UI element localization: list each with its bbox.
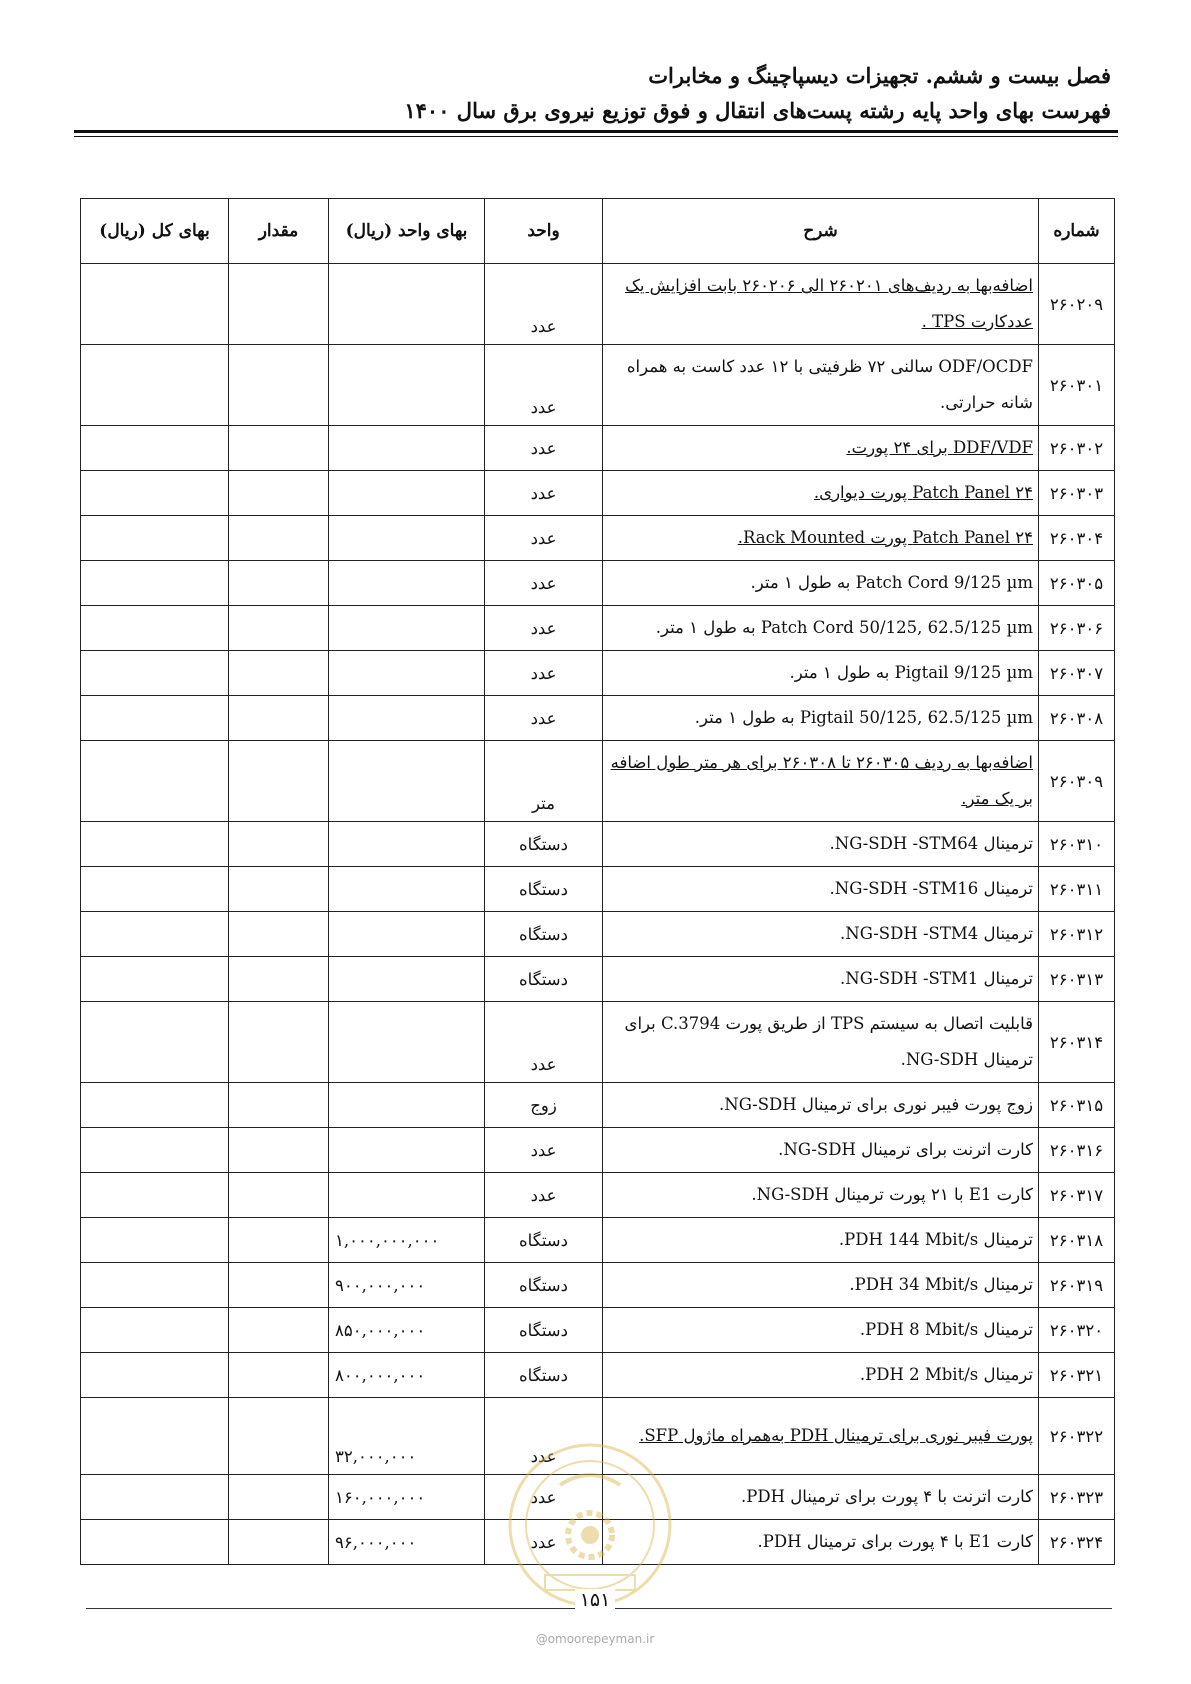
table-row [81,867,1115,912]
col-header-unit: واحد [485,199,603,264]
row-unit-price [329,471,485,516]
row-unit-price [329,867,485,912]
row-unit-price [329,696,485,741]
row-quantity [229,1263,329,1308]
row-description: کارت اترنت برای ترمینال NG-SDH. [603,1128,1039,1173]
table-row [81,1353,1115,1398]
col-header-description: شرح [603,199,1039,264]
row-unit-price: ۱,۰۰۰,۰۰۰,۰۰۰ [329,1218,485,1263]
row-total-price [81,561,229,606]
row-quantity [229,1398,329,1475]
row-total-price [81,822,229,867]
table-row [81,471,1115,516]
row-unit: دستگاه [485,912,603,957]
row-code: ۲۶۰۳۱۲ [1039,912,1115,957]
row-code: ۲۶۰۳۲۱ [1039,1353,1115,1398]
col-header-code: شماره [1039,199,1115,264]
table-row [81,651,1115,696]
row-total-price [81,957,229,1002]
row-unit: عدد [485,471,603,516]
website-watermark: @omoorepeyman.ir [535,1632,655,1646]
row-quantity [229,1475,329,1520]
row-quantity [229,1520,329,1565]
row-unit-price: ۸۵۰,۰۰۰,۰۰۰ [329,1308,485,1353]
row-unit-price [329,426,485,471]
table-row [81,822,1115,867]
row-unit: عدد [485,516,603,561]
row-quantity [229,822,329,867]
row-description: ترمینال PDH 144 Mbit/s. [603,1218,1039,1263]
watermark-seal [505,1440,675,1610]
row-code: ۲۶۰۲۰۹ [1039,264,1115,345]
row-code: ۲۶۰۳۱۶ [1039,1128,1115,1173]
row-unit-price [329,741,485,822]
row-unit: عدد [485,651,603,696]
table-row [81,912,1115,957]
table-row [81,1218,1115,1263]
row-total-price [81,606,229,651]
row-quantity [229,516,329,561]
row-unit: عدد [485,696,603,741]
chapter-title: فصل بیست و ششم. تجهیزات دیسپاچینگ و مخابرات [648,63,1111,88]
row-unit: دستگاه [485,1353,603,1398]
table-row [81,561,1115,606]
header-rule-thick [74,130,1118,133]
row-description: ترمینال PDH 8 Mbit/s. [603,1308,1039,1353]
table-row [81,1263,1115,1308]
row-unit: عدد [485,1173,603,1218]
row-unit-price: ۹۰۰,۰۰۰,۰۰۰ [329,1263,485,1308]
row-description: Patch Panel ۲۴ پورت دیواری. [603,471,1039,516]
row-unit-price: ۱۶۰,۰۰۰,۰۰۰ [329,1475,485,1520]
table-row [81,696,1115,741]
row-unit-price [329,1002,485,1083]
row-total-price [81,867,229,912]
row-unit: دستگاه [485,1263,603,1308]
row-total-price [81,471,229,516]
row-total-price [81,1128,229,1173]
row-unit: عدد [485,345,603,426]
row-unit: دستگاه [485,867,603,912]
row-total-price [81,696,229,741]
row-unit-price [329,651,485,696]
row-total-price [81,264,229,345]
row-quantity [229,1218,329,1263]
row-total-price [81,1263,229,1308]
row-description: Pigtail 9/125 µm به طول ۱ متر. [603,651,1039,696]
row-unit-price [329,1173,485,1218]
row-unit: دستگاه [485,957,603,1002]
row-quantity [229,345,329,426]
row-code: ۲۶۰۳۰۵ [1039,561,1115,606]
row-description: Patch Cord 9/125 µm به طول ۱ متر. [603,561,1039,606]
row-code: ۲۶۰۳۲۳ [1039,1475,1115,1520]
row-unit-price: ۳۲,۰۰۰,۰۰۰ [329,1398,485,1475]
row-code: ۲۶۰۳۱۵ [1039,1083,1115,1128]
row-unit-price [329,264,485,345]
row-total-price [81,1475,229,1520]
row-unit-price [329,1128,485,1173]
col-header-unit-price: بهای واحد (ریال) [329,199,485,264]
row-total-price [81,1520,229,1565]
row-unit-price [329,606,485,651]
row-unit-price [329,561,485,606]
table-row [81,1002,1115,1083]
row-code: ۲۶۰۳۰۲ [1039,426,1115,471]
row-unit: عدد [485,1475,603,1520]
row-description: اضافه‌بها به ردیف ۲۶۰۳۰۵ تا ۲۶۰۳۰۸ برای هر متر طول اضافه بر یک متر. [603,741,1039,822]
row-code: ۲۶۰۳۰۱ [1039,345,1115,426]
row-total-price [81,1398,229,1475]
row-total-price [81,1353,229,1398]
row-description: ترمینال NG-SDH -STM64. [603,822,1039,867]
table-row [81,957,1115,1002]
row-quantity [229,1173,329,1218]
table-body [81,264,1115,1565]
row-total-price [81,1308,229,1353]
table-row [81,345,1115,426]
row-quantity [229,426,329,471]
header-rule-thin [74,136,1118,137]
row-quantity [229,561,329,606]
row-unit: عدد [485,1002,603,1083]
table-row [81,741,1115,822]
row-description: زوج پورت فیبر نوری برای ترمینال NG-SDH. [603,1083,1039,1128]
row-quantity [229,696,329,741]
row-quantity [229,606,329,651]
row-code: ۲۶۰۳۱۱ [1039,867,1115,912]
table-header-row [81,199,1115,264]
row-description: کارت E1 با ۲۱ پورت ترمینال NG-SDH. [603,1173,1039,1218]
row-unit: عدد [485,1128,603,1173]
row-unit-price: ۹۶,۰۰۰,۰۰۰ [329,1520,485,1565]
row-code: ۲۶۰۳۱۰ [1039,822,1115,867]
table-row [81,1128,1115,1173]
row-code: ۲۶۰۳۲۰ [1039,1308,1115,1353]
row-quantity [229,1002,329,1083]
row-total-price [81,426,229,471]
row-quantity [229,1308,329,1353]
table-row [81,264,1115,345]
row-unit: عدد [485,264,603,345]
row-unit-price [329,345,485,426]
row-description: کارت اترنت با ۴ پورت برای ترمینال PDH. [603,1475,1039,1520]
row-total-price [81,1083,229,1128]
row-quantity [229,1128,329,1173]
row-quantity [229,264,329,345]
row-total-price [81,651,229,696]
table-row [81,1173,1115,1218]
row-unit: دستگاه [485,1308,603,1353]
row-description: ترمینال PDH 2 Mbit/s. [603,1353,1039,1398]
row-code: ۲۶۰۳۰۷ [1039,651,1115,696]
row-description: اضافه‌بها به ردیف‌های ۲۶۰۲۰۱ الی ۲۶۰۲۰۶ بابت افزایش یک عددکارت TPS . [603,264,1039,345]
row-code: ۲۶۰۳۱۴ [1039,1002,1115,1083]
row-code: ۲۶۰۳۱۹ [1039,1263,1115,1308]
row-total-price [81,516,229,561]
row-unit-price [329,1083,485,1128]
row-total-price [81,741,229,822]
row-quantity [229,741,329,822]
row-description: ترمینال NG-SDH -STM4. [603,912,1039,957]
row-unit-price [329,516,485,561]
row-total-price [81,912,229,957]
table-row [81,606,1115,651]
row-quantity [229,1083,329,1128]
table-row [81,516,1115,561]
row-unit: زوج [485,1083,603,1128]
row-total-price [81,1173,229,1218]
row-code: ۲۶۰۳۲۲ [1039,1398,1115,1475]
row-unit: عدد [485,426,603,471]
row-description: Patch Cord 50/125, 62.5/125 µm به طول ۱ متر. [603,606,1039,651]
table-row [81,426,1115,471]
row-code: ۲۶۰۳۰۶ [1039,606,1115,651]
page-number: ۱۵۱ [575,1589,615,1611]
row-description: کارت E1 با ۴ پورت برای ترمینال PDH. [603,1520,1039,1565]
row-unit-price [329,912,485,957]
row-quantity [229,867,329,912]
row-description: Pigtail 50/125, 62.5/125 µm به طول ۱ متر. [603,696,1039,741]
row-description: ترمینال PDH 34 Mbit/s. [603,1263,1039,1308]
page-header [71,58,1111,128]
row-unit: دستگاه [485,1218,603,1263]
row-quantity [229,1353,329,1398]
row-quantity [229,471,329,516]
row-code: ۲۶۰۳۰۳ [1039,471,1115,516]
row-unit: عدد [485,1398,603,1475]
row-description: ترمینال NG-SDH -STM1. [603,957,1039,1002]
row-description: ترمینال NG-SDH -STM16. [603,867,1039,912]
row-quantity [229,651,329,696]
row-code: ۲۶۰۳۰۴ [1039,516,1115,561]
row-code: ۲۶۰۳۰۸ [1039,696,1115,741]
row-unit: عدد [485,561,603,606]
row-total-price [81,1002,229,1083]
row-unit: عدد [485,1520,603,1565]
row-unit: دستگاه [485,822,603,867]
table-row [81,1308,1115,1353]
row-description: DDF/VDF برای ۲۴ پورت. [603,426,1039,471]
row-quantity [229,957,329,1002]
row-code: ۲۶۰۳۱۸ [1039,1218,1115,1263]
col-header-total-price: بهای کل (ریال) [81,199,229,264]
row-unit-price: ۸۰۰,۰۰۰,۰۰۰ [329,1353,485,1398]
price-table [80,198,1115,1565]
document-title: فهرست بهای واحد پایه رشته پست‌های انتقال و فوق توزیع نیروی برق سال ۱۴۰۰ [404,98,1111,123]
row-code: ۲۶۰۳۱۳ [1039,957,1115,1002]
row-total-price [81,1218,229,1263]
row-description: ODF/OCDF سالنی ۷۲ ظرفیتی با ۱۲ عدد کاست به همراه شانه حرارتی. [603,345,1039,426]
row-quantity [229,912,329,957]
row-total-price [81,345,229,426]
row-description: پورت فیبر نوری برای ترمینال PDH به‌همراه ماژول SFP. [603,1398,1039,1475]
row-code: ۲۶۰۳۱۷ [1039,1173,1115,1218]
row-code: ۲۶۰۳۰۹ [1039,741,1115,822]
row-unit-price [329,957,485,1002]
col-header-quantity: مقدار [229,199,329,264]
row-unit-price [329,822,485,867]
row-unit: عدد [485,606,603,651]
row-code: ۲۶۰۳۲۴ [1039,1520,1115,1565]
row-description: قابلیت اتصال به سیستم TPS از طریق پورت C.3794 برای ترمینال NG-SDH. [603,1002,1039,1083]
table-row [81,1083,1115,1128]
row-description: Patch Panel ۲۴ پورت Rack Mounted. [603,516,1039,561]
row-unit: متر [485,741,603,822]
